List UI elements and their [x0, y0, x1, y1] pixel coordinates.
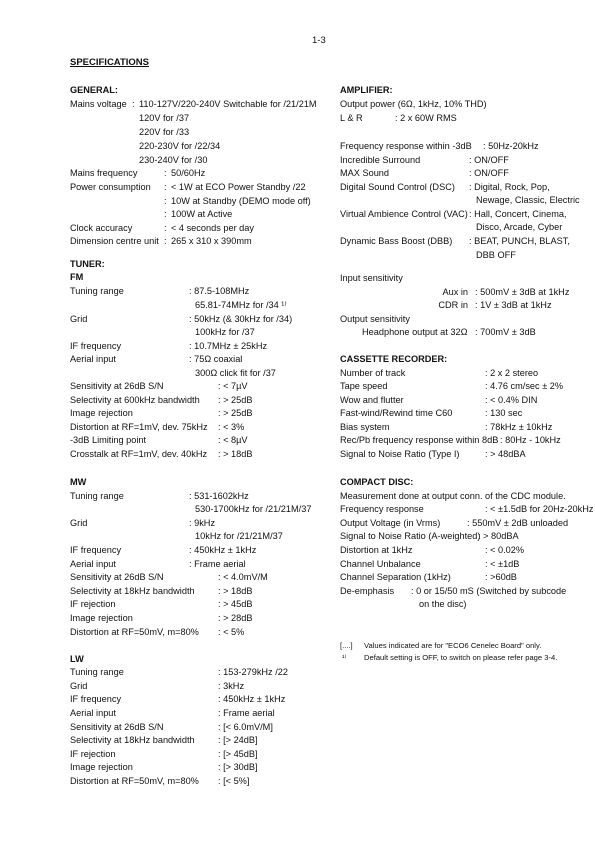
- fm-value: : 50kHz (& 30kHz for /34): [189, 314, 293, 324]
- amp-input-heading: Input sensitivity: [340, 273, 403, 283]
- general-label-dimension: Dimension centre unit: [70, 236, 159, 246]
- lw-heading: LW: [70, 654, 84, 664]
- amp-output-power: Output power (6Ω, 1kHz, 10% THD): [340, 99, 487, 109]
- general-label-clock: Clock accuracy: [70, 223, 133, 233]
- amplifier-heading: AMPLIFIER:: [340, 85, 393, 95]
- amp-aux-value: : 500mV ± 3dB at 1kHz: [475, 287, 570, 297]
- mw-value: : < 4.0mV/M: [218, 572, 268, 582]
- general-value: 120V for /37: [139, 113, 190, 123]
- general-colon: :: [164, 182, 167, 192]
- lw-label: Aerial input: [70, 708, 116, 718]
- amp-hp-value: : 700mV ± 3dB: [475, 327, 536, 337]
- cd-deemph-value: : 0 or 15/50 mS (Switched by subcode: [411, 586, 567, 596]
- note-mark: ¹⁾: [342, 653, 347, 662]
- fm-label: Distortion at RF=1mV, dev. 75kHz: [70, 422, 208, 432]
- general-value: 10W at Standby (DEMO mode off): [171, 196, 311, 206]
- cd-intro: Measurement done at output conn. of the CDC module.: [340, 491, 566, 501]
- general-colon: :: [164, 196, 167, 206]
- page-title: SPECIFICATIONS: [70, 57, 149, 68]
- fm-value: : 75Ω coaxial: [189, 354, 243, 364]
- mw-label: Distortion at RF=50mV, m=80%: [70, 627, 199, 637]
- lw-value: : [> 24dB]: [218, 735, 258, 745]
- mw-value: : > 45dB: [218, 599, 253, 609]
- mw-value: 10kHz for /21/21M/37: [195, 531, 283, 541]
- lw-value: : [< 6.0mV/M]: [218, 722, 273, 732]
- lw-value: : [> 30dB]: [218, 762, 258, 772]
- mw-value: : > 18dB: [218, 586, 253, 596]
- mw-label: IF frequency: [70, 545, 122, 555]
- cd-label: Distortion at 1kHz: [340, 545, 413, 555]
- amp-value: : ON/OFF: [469, 168, 509, 178]
- cassette-label: Rec/Pb frequency response within 8dB: [340, 435, 499, 445]
- fm-value: 300Ω click fit for /37: [195, 368, 276, 378]
- cd-value: : < ±1.5dB for 20Hz-20kHz: [485, 504, 594, 514]
- fm-label: Sensitivity at 26dB S/N: [70, 381, 164, 391]
- general-value: 50/60Hz: [171, 168, 206, 178]
- cassette-label: Tape speed: [340, 381, 388, 391]
- mw-label: Tuning range: [70, 491, 124, 501]
- fm-label: Grid: [70, 314, 88, 324]
- fm-label: Crosstalk at RF=1mV, dev. 40kHz: [70, 449, 208, 459]
- mw-value: : Frame aerial: [189, 559, 246, 569]
- fm-label: IF frequency: [70, 341, 122, 351]
- note-text: Values indicated are for "ECO6 Cenelec Board" only.: [364, 641, 542, 650]
- page-number: 1-3: [312, 35, 326, 46]
- general-value: < 1W at ECO Power Standby /22: [171, 182, 306, 192]
- amp-value: : ON/OFF: [469, 155, 509, 165]
- cd-heading: COMPACT DISC:: [340, 477, 414, 487]
- cd-value: : < ±1dB: [485, 559, 520, 569]
- fm-label: Selectivity at 600kHz bandwidth: [70, 395, 200, 405]
- amp-value: : 50Hz-20kHz: [483, 141, 539, 151]
- fm-label: Tuning range: [70, 286, 124, 296]
- mw-label: Image rejection: [70, 613, 133, 623]
- cassette-value: : < 0.4% DIN: [485, 395, 538, 405]
- amp-value: Disco, Arcade, Cyber: [476, 222, 563, 232]
- fm-label: -3dB Limiting point: [70, 435, 147, 445]
- cassette-value: : 78kHz ± 10kHz: [485, 422, 553, 432]
- amp-label: Incredible Surround: [340, 155, 421, 165]
- general-label-power: Power consumption: [70, 182, 151, 192]
- general-colon: :: [164, 223, 167, 233]
- general-heading: GENERAL:: [70, 85, 118, 95]
- mw-label: IF rejection: [70, 599, 116, 609]
- general-value: 220-230V for /22/34: [139, 141, 221, 151]
- amp-label: Frequency response within -3dB: [340, 141, 472, 151]
- mw-label: Sensitivity at 26dB S/N: [70, 572, 164, 582]
- cd-label: Frequency response: [340, 504, 424, 514]
- lw-label: Distortion at RF=50mV, m=80%: [70, 776, 199, 786]
- amp-lr-label: L & R: [340, 113, 363, 123]
- lw-value: : 450kHz ± 1kHz: [218, 694, 286, 704]
- fm-value: : 10.7MHz ± 25kHz: [189, 341, 268, 351]
- fm-value: : 87.5-108MHz: [189, 286, 250, 296]
- general-colon: :: [164, 236, 167, 246]
- lw-label: Selectivity at 18kHz bandwidth: [70, 735, 195, 745]
- tuner-heading: TUNER:: [70, 259, 105, 269]
- mw-value: : 531-1602kHz: [189, 491, 249, 501]
- amp-hp-label: Headphone output at 32Ω: [362, 327, 468, 337]
- amp-label: MAX Sound: [340, 168, 390, 178]
- cassette-value: : 130 sec: [485, 408, 523, 418]
- amp-output-heading: Output sensitivity: [340, 314, 410, 324]
- mw-value: : 450kHz ± 1kHz: [189, 545, 257, 555]
- mw-label: Aerial input: [70, 559, 116, 569]
- fm-value: : < 7µV: [218, 381, 248, 391]
- fm-heading: FM: [70, 272, 84, 282]
- general-value: 220V for /33: [139, 127, 190, 137]
- lw-label: Image rejection: [70, 762, 133, 772]
- fm-value: 65.81-74MHz for /34 ¹⁾: [195, 300, 287, 310]
- fm-value: : < 8µV: [218, 435, 248, 445]
- mw-heading: MW: [70, 477, 87, 487]
- amp-value: : BEAT, PUNCH, BLAST,: [469, 236, 570, 246]
- lw-label: Sensitivity at 26dB S/N: [70, 722, 164, 732]
- cassette-value: : 2 x 2 stereo: [485, 368, 539, 378]
- general-value: 265 x 310 x 390mm: [171, 236, 252, 246]
- cd-label: Channel Separation (1kHz): [340, 572, 451, 582]
- mw-value: 530-1700kHz for /21/21M/37: [195, 504, 312, 514]
- cassette-heading: CASSETTE RECORDER:: [340, 354, 448, 364]
- general-colon: :: [132, 99, 135, 109]
- general-value: 230-240V for /30: [139, 155, 208, 165]
- amp-cdr-value: : 1V ± 3dB at 1kHz: [475, 300, 552, 310]
- lw-label: Grid: [70, 681, 88, 691]
- mw-value: : > 28dB: [218, 613, 253, 623]
- fm-label: Aerial input: [70, 354, 116, 364]
- general-value: 100W at Active: [171, 209, 233, 219]
- cd-value: : >60dB: [485, 572, 517, 582]
- lw-value: : [> 45dB]: [218, 749, 258, 759]
- general-value: 110-127V/220-240V Switchable for /21/21M: [139, 99, 317, 109]
- mw-label: Grid: [70, 518, 88, 528]
- general-label-mains-voltage: Mains voltage: [70, 99, 127, 109]
- amp-value: DBB OFF: [476, 250, 516, 260]
- mw-value: : 9kHz: [189, 518, 216, 528]
- cassette-label: Bias system: [340, 422, 390, 432]
- amp-lr-value: : 2 x 60W RMS: [395, 113, 457, 123]
- amp-label: Dynamic Bass Boost (DBB): [340, 236, 453, 246]
- fm-value: : > 25dB: [218, 408, 253, 418]
- fm-value: : > 25dB: [218, 395, 253, 405]
- cd-label: Signal to Noise Ratio (A-weighted): [340, 531, 481, 541]
- note-text: Default setting is OFF, to switch on please refer page 3-4.: [364, 653, 558, 662]
- cd-deemph-label: De-emphasis: [340, 586, 395, 596]
- general-value: < 4 seconds per day: [171, 223, 254, 233]
- cd-label: Output Voltage (in Vrms): [340, 518, 441, 528]
- cd-value: : > 80dBA: [478, 531, 519, 541]
- fm-value: : > 18dB: [218, 449, 253, 459]
- amp-value: : Hall, Concert, Cinema,: [469, 209, 567, 219]
- cassette-value: : 4.76 cm/sec ± 2%: [485, 381, 564, 391]
- cassette-label: Signal to Noise Ratio (Type I): [340, 449, 460, 459]
- amp-cdr-label: CDR in: [438, 300, 468, 310]
- cd-value: : < 0.02%: [485, 545, 525, 555]
- general-colon: :: [164, 209, 167, 219]
- fm-label: Image rejection: [70, 408, 133, 418]
- lw-value: : 153-279kHz /22: [218, 667, 288, 677]
- cassette-value: : > 48dBA: [485, 449, 526, 459]
- amp-value: : Digital, Rock, Pop,: [469, 182, 550, 192]
- lw-label: Tuning range: [70, 667, 124, 677]
- fm-value: : < 3%: [218, 422, 245, 432]
- lw-label: IF rejection: [70, 749, 116, 759]
- mw-value: : < 5%: [218, 627, 245, 637]
- cassette-label: Wow and flutter: [340, 395, 404, 405]
- cd-deemph-value: on the disc): [419, 599, 467, 609]
- amp-label: Digital Sound Control (DSC): [340, 182, 455, 192]
- lw-value: : Frame aerial: [218, 708, 275, 718]
- cd-value: : 550mV ± 2dB unloaded: [467, 518, 569, 528]
- cassette-value: : 80Hz - 10kHz: [500, 435, 561, 445]
- fm-value: 100kHz for /37: [195, 327, 255, 337]
- amp-label: Virtual Ambience Control (VAC): [340, 209, 468, 219]
- cassette-label: Number of track: [340, 368, 406, 378]
- general-label-mains-frequency: Mains frequency: [70, 168, 138, 178]
- mw-label: Selectivity at 18kHz bandwidth: [70, 586, 195, 596]
- note-mark: [....]: [340, 641, 353, 650]
- amp-aux-label: Aux in: [442, 287, 468, 297]
- cd-label: Channel Unbalance: [340, 559, 421, 569]
- cassette-label: Fast-wind/Rewind time C60: [340, 408, 453, 418]
- lw-value: : [< 5%]: [218, 776, 250, 786]
- lw-label: IF frequency: [70, 694, 122, 704]
- lw-value: : 3kHz: [218, 681, 245, 691]
- general-colon: :: [164, 168, 167, 178]
- amp-value: Newage, Classic, Electric: [476, 195, 580, 205]
